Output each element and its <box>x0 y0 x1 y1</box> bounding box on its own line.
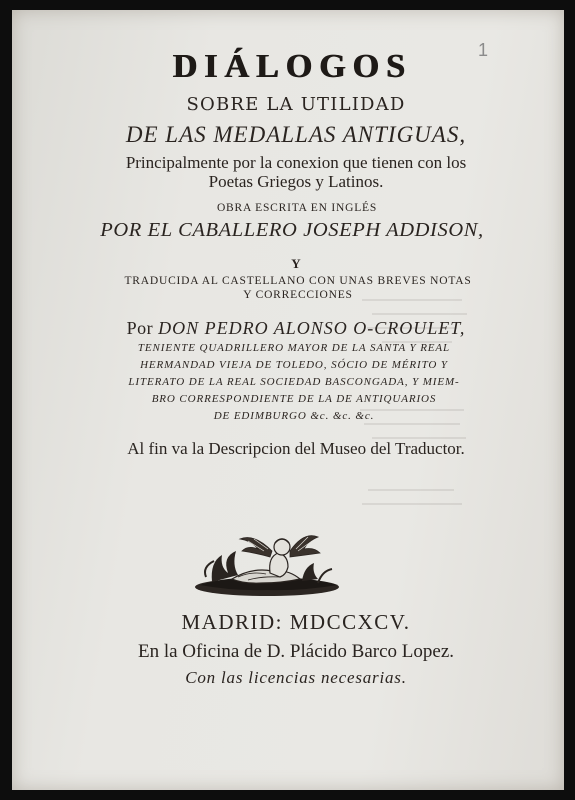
role-line: HERMANDAD VIEJA DE TOLEDO, SÓCIO DE MÉRITO Y <box>140 359 448 371</box>
work-note: OBRA ESCRITA EN INGLÉS <box>216 202 378 214</box>
description-line-2: Poetas Griegos y Latinos. <box>208 172 384 191</box>
imprint-block <box>12 610 564 688</box>
translator-line <box>28 318 564 339</box>
imprint-printer: En la Oficina de D. Plácido Barco Lopez. <box>137 641 455 662</box>
imprint-licenses: Con las licencias necesarias. <box>185 668 407 687</box>
book-title: DIÁLOGOS <box>172 48 412 85</box>
title-page <box>12 10 564 790</box>
conjunction: Y <box>291 256 301 271</box>
imprint-city-date: MADRID: MDCCXCV. <box>181 610 411 634</box>
cherub-vignette-icon <box>192 527 342 599</box>
author-line: POR EL CABALLERO JOSEPH ADDISON, <box>100 219 484 241</box>
pencil-page-number: 1 <box>477 40 488 60</box>
translation-line-2: Y CORRECCIONES <box>243 289 353 301</box>
book-subtitle-2: DE LAS MEDALLAS ANTIGUAS, <box>125 122 467 147</box>
role-line: TENIENTE QUADRILLERO MAYOR DE LA SANTA Y REAL <box>137 342 451 354</box>
translator-prefix: Por <box>126 318 154 338</box>
role-line: LITERATO DE LA REAL SOCIEDAD BASCONGADA, Y MIEM- <box>128 376 460 388</box>
translator-roles <box>24 340 564 425</box>
title-block <box>12 48 564 459</box>
translator-name: DON PEDRO ALONSO O-CROULET, <box>158 318 466 338</box>
role-line: BRO CORRESPONDIENTE DE LA DE ANTIQUARIOS <box>151 393 437 405</box>
closing-note: Al fin va la Descripcion del Museo del Traductor. <box>127 439 465 458</box>
description-line-1: Principalmente por la conexion que tienen con los <box>125 153 467 172</box>
book-subtitle-1: SOBRE LA UTILIDAD <box>186 94 406 115</box>
role-line: DE EDIMBURGO &c. &c. &c. <box>213 410 375 422</box>
translation-line-1: TRADUCIDA AL CASTELLANO CON UNAS BREVES NOTAS <box>124 275 472 287</box>
